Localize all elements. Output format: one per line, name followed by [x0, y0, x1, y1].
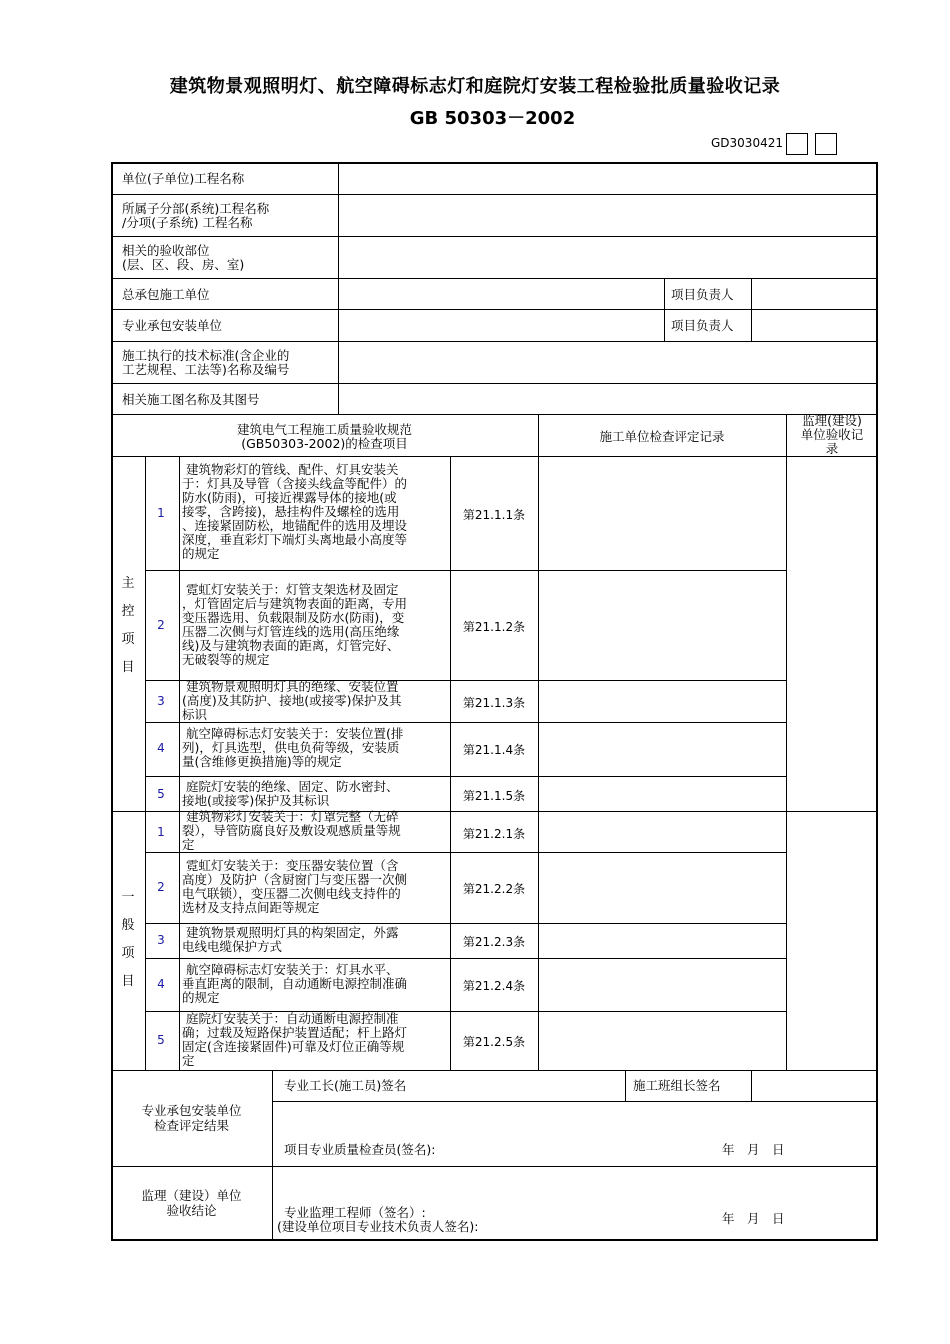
main-item-text: 建筑物景观照明灯具的绝缘、安装位置 (高度)及其防护、接地(或接零)保护及其 标识	[182, 679, 402, 722]
supervisor-header-1: 监理(建设)	[802, 413, 862, 428]
main-item-no: 2	[157, 618, 165, 632]
general-item-clause: 第21.2.4条	[462, 979, 526, 993]
team-leader-sign-label: 施工班组长签名	[633, 1078, 721, 1093]
contractor-result-label-2: 检查评定结果	[153, 1118, 229, 1133]
main-item-text: 航空障碍标志灯安装关于：安装位置(排 列)，灯具选型，供电负荷等级，安装质 量(含维修更换措施)等的规定	[182, 726, 404, 769]
tech-standard-label-2: 工艺规程、工法等)名称及编号	[122, 362, 290, 377]
main-item-clause: 第21.1.4条	[462, 743, 526, 757]
manager-label-1: 项目负责人	[671, 287, 734, 302]
general-item-text: 建筑物景观照明灯具的构架固定，外露 电线电缆保护方式	[182, 925, 399, 954]
general-item-no: 4	[157, 977, 165, 991]
general-item-no: 5	[157, 1033, 165, 1047]
general-items-label: 一 般 项 目	[121, 890, 135, 989]
general-item-text: 庭院灯安装关于：自动通断电源控制准 确；过载及短路保护装置适配；杆上路灯 固定(含连接紧固件)可靠及灯位正确等规 定	[182, 1011, 408, 1068]
general-item-text: 建筑物彩灯安装关于：灯罩完整（无碎 裂），导管防腐良好及敷设观感质量等规 定	[182, 809, 401, 852]
contractor-result-label-1: 专业承包安装单位	[141, 1103, 242, 1118]
general-item-clause: 第21.2.1条	[462, 827, 526, 841]
main-item-no: 4	[157, 741, 165, 755]
supervisor-header-3: 录	[825, 441, 839, 456]
standard-number: GB 50303－2002	[409, 108, 576, 129]
contractor-record-header: 施工单位检查评定记录	[599, 429, 725, 444]
main-item-no: 1	[157, 506, 165, 520]
drawings-label: 相关施工图名称及其图号	[122, 392, 260, 407]
main-item-no: 3	[157, 694, 165, 708]
supervising-engineer-sign-label: 专业监理工程师（签名）:	[284, 1205, 426, 1220]
manager-label-2: 项目负责人	[671, 318, 734, 333]
supervisor-result-label-2: 验收结论	[166, 1203, 217, 1218]
form-code: GD3030421	[711, 136, 783, 150]
main-item-no: 5	[157, 787, 165, 801]
sub-division-label-2: /分项(子系统) 工程名称	[122, 215, 253, 230]
general-item-clause: 第21.2.3条	[462, 935, 526, 949]
sub-division-label-1: 所属子分部(系统)工程名称	[122, 201, 270, 216]
main-item-text: 霓虹灯安装关于：灯管支架选材及固定 ，灯管固定后与建筑物表面的距离，专用 变压器选用、负载限制及防水(防雨)，变 压器二次侧与灯管连线的选用(高压绝缘 线)及与建筑物表面的距离，灯管完好、 无破裂等的规定	[182, 582, 408, 667]
main-item-clause: 第21.1.3条	[462, 696, 526, 710]
general-item-clause: 第21.2.5条	[462, 1035, 526, 1049]
foreman-sign-label: 专业工长(施工员)签名	[284, 1078, 407, 1093]
form-title: 建筑物景观照明灯、航空障碍标志灯和庭院灯安装工程检验批质量验收记录	[169, 76, 781, 97]
spec-header-2: (GB50303-2002)的检查项目	[241, 436, 408, 451]
main-item-text: 庭院灯安装的绝缘、固定、防水密封、 接地(或接零)保护及其标识	[182, 779, 399, 808]
general-item-text: 霓虹灯安装关于：变压器安装位置（含 高度）及防护（含厨窗门与变压器一次侧 电气联锁），变压器二次侧电线支持件的 选材及支持点间距等规定	[182, 858, 408, 915]
supervisor-result-label-1: 监理（建设）单位	[141, 1188, 242, 1203]
main-item-text: 建筑物彩灯的管线、配件、灯具安装关 于：灯具及导管（含接头线盒等配件）的 防水(防雨)，可接近裸露导体的接地(或 接零，含跨接)，悬挂构件及螺栓的选用 、连接紧固防松，地锚配件的选用及埋设 深度，垂直彩灯下端灯头离地最小高度等 的规定	[182, 462, 408, 561]
qc-inspector-sign-label: 项目专业质量检查员(签名):	[284, 1142, 436, 1157]
project-name-label: 单位(子单位)工程名称	[122, 171, 245, 186]
general-item-text: 航空障碍标志灯安装关于：灯具水平、 垂直距离的限制，自动通断电源控制准确 的规定	[182, 962, 408, 1005]
general-item-clause: 第21.2.2条	[462, 882, 526, 896]
general-item-no: 2	[157, 880, 165, 894]
supervisor-header-2: 单位验收记	[800, 427, 864, 442]
main-control-label: 主 控 项 目	[121, 576, 135, 675]
special-contractor-label: 专业承包安装单位	[122, 318, 223, 333]
owner-rep-sign-label: (建设单位项目专业技术负责人签名):	[277, 1219, 479, 1234]
main-item-clause: 第21.1.2条	[462, 620, 526, 634]
main-item-clause: 第21.1.1条	[462, 508, 526, 522]
date-field-1: 年 月 日	[722, 1142, 785, 1157]
location-label-1: 相关的验收部位	[122, 243, 210, 258]
location-label-2: (层、区、段、房、室)	[122, 257, 245, 272]
general-item-no: 1	[157, 825, 165, 839]
code-box-1[interactable]	[786, 133, 808, 155]
general-item-no: 3	[157, 933, 165, 947]
general-contractor-label: 总承包施工单位	[122, 287, 210, 302]
code-box-2[interactable]	[815, 133, 837, 155]
date-field-2: 年 月 日	[722, 1211, 785, 1226]
spec-header-1: 建筑电气工程施工质量验收规范	[236, 422, 412, 437]
tech-standard-label-1: 施工执行的技术标准(含企业的	[122, 348, 290, 363]
main-item-clause: 第21.1.5条	[462, 789, 526, 803]
